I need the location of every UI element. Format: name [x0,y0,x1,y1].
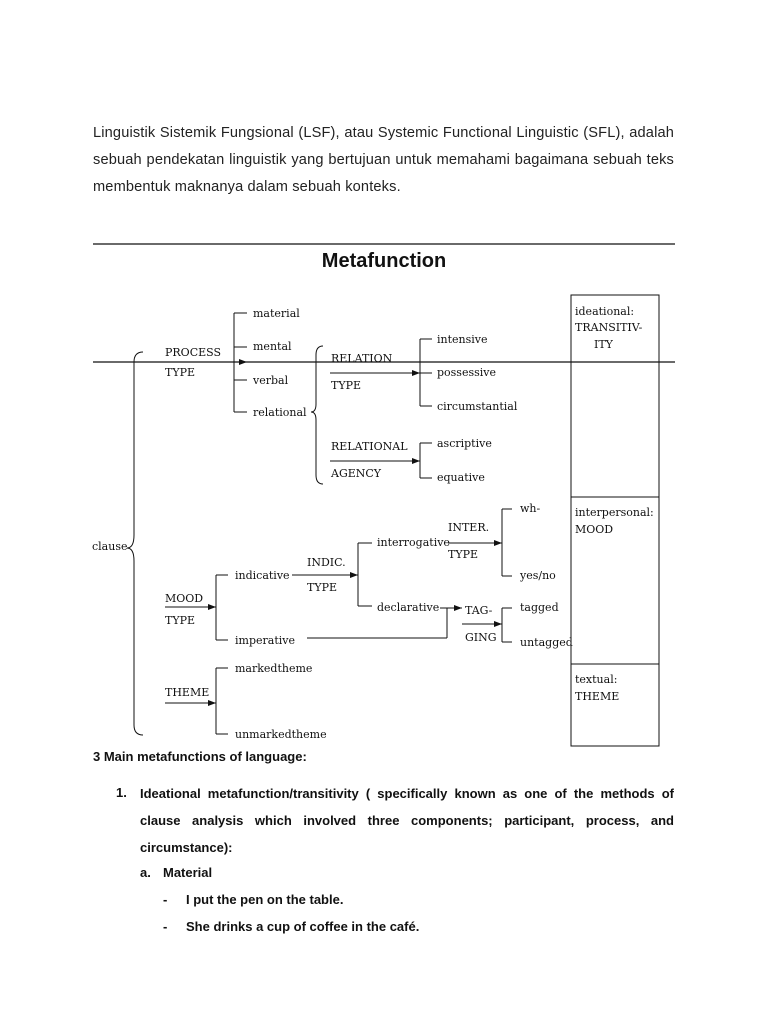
sub-letter: a. [140,865,151,880]
item-mental: mental [253,340,292,353]
label-ging: GING [465,631,497,644]
arrow-inter [494,540,502,546]
arrow-relation [412,370,420,376]
example-1: I put the pen on the table. [186,892,344,907]
sub-title-material: Material [163,865,213,880]
label-process-type: TYPE [165,366,196,379]
label-clause: clause [92,540,128,553]
dash-2: - [163,919,168,934]
label-indic-type: TYPE [307,581,338,594]
label-tag: TAG- [465,604,493,617]
item-ascriptive: ascriptive [437,437,492,450]
side-interpersonal-1: interpersonal: [575,506,654,519]
section-title: 3 Main metafunctions of language: [93,749,307,764]
item-yes-no: yes/no [520,569,556,582]
item-indicative: indicative [235,569,290,582]
list-heading-rest: ( specifically known as one of the methods of clause analysis which involved three components; participant, process, and circumstance): [140,786,674,855]
dash-1: - [163,892,168,907]
label-process: PROCESS [165,346,222,359]
arrow-mood [208,604,216,610]
label-inter: INTER. [448,521,490,534]
diagram-title: Metafunction [321,250,447,272]
label-relational-agency-1: RELATIONAL [331,440,408,453]
item-wh: wh- [520,502,541,515]
item-verbal: verbal [253,374,289,387]
label-relation: RELATION [331,352,393,365]
item-unmarkedtheme: unmarkedtheme [235,728,327,741]
side-textual-2: THEME [575,690,620,703]
arrow-indic [350,572,358,578]
item-equative: equative [437,471,485,484]
item-tagged: tagged [520,601,559,614]
example-2: She drinks a cup of coffee in the café. [186,919,420,934]
side-textual-1: textual: [575,673,618,686]
label-mood: MOOD [165,592,204,605]
item-intensive: intensive [437,333,488,346]
label-indic: INDIC. [307,556,346,569]
label-relation-type: TYPE [331,379,362,392]
item-relational: relational [253,406,307,419]
list-heading: Ideational metafunction/transitivity [140,786,359,801]
item-markedtheme: markedtheme [235,662,313,675]
side-ideational-3: ITY [594,338,613,351]
arrow-agency [412,458,420,464]
relational-brace [311,346,323,484]
list-item-ideational [140,780,674,861]
intro-paragraph: Linguistik Sistemik Fungsional (LSF), atau Systemic Functional Linguistic (SFL), adalah sebuah pendekatan linguistik yang bertujuan untuk memahami bagaimana sebuah teks membentuk maknanya dalam sebuah konteks. [93,125,674,195]
item-material: material [253,307,300,320]
arrow-decl [454,605,462,611]
label-inter-type: TYPE [448,548,479,561]
arrow-process [239,359,247,365]
item-untagged: untagged [520,636,573,649]
side-ideational-1: ideational: [575,305,635,318]
label-relational-agency-2: AGENCY [331,467,382,480]
clause-brace [127,352,143,735]
item-interrogative: interrogative [377,536,450,549]
item-declarative: declarative [377,601,440,614]
item-possessive: possessive [437,366,496,379]
item-circumstantial: circumstantial [437,400,518,413]
label-mood-type: TYPE [165,614,196,627]
list-number: 1. [116,785,127,800]
arrow-tagging [494,621,502,627]
arrow-theme [208,700,216,706]
side-ideational-2: TRANSITIV- [575,321,643,334]
metafunction-diagram [0,230,768,750]
item-imperative: imperative [235,634,295,647]
side-interpersonal-2: MOOD [575,523,614,536]
label-theme: THEME [165,686,210,699]
